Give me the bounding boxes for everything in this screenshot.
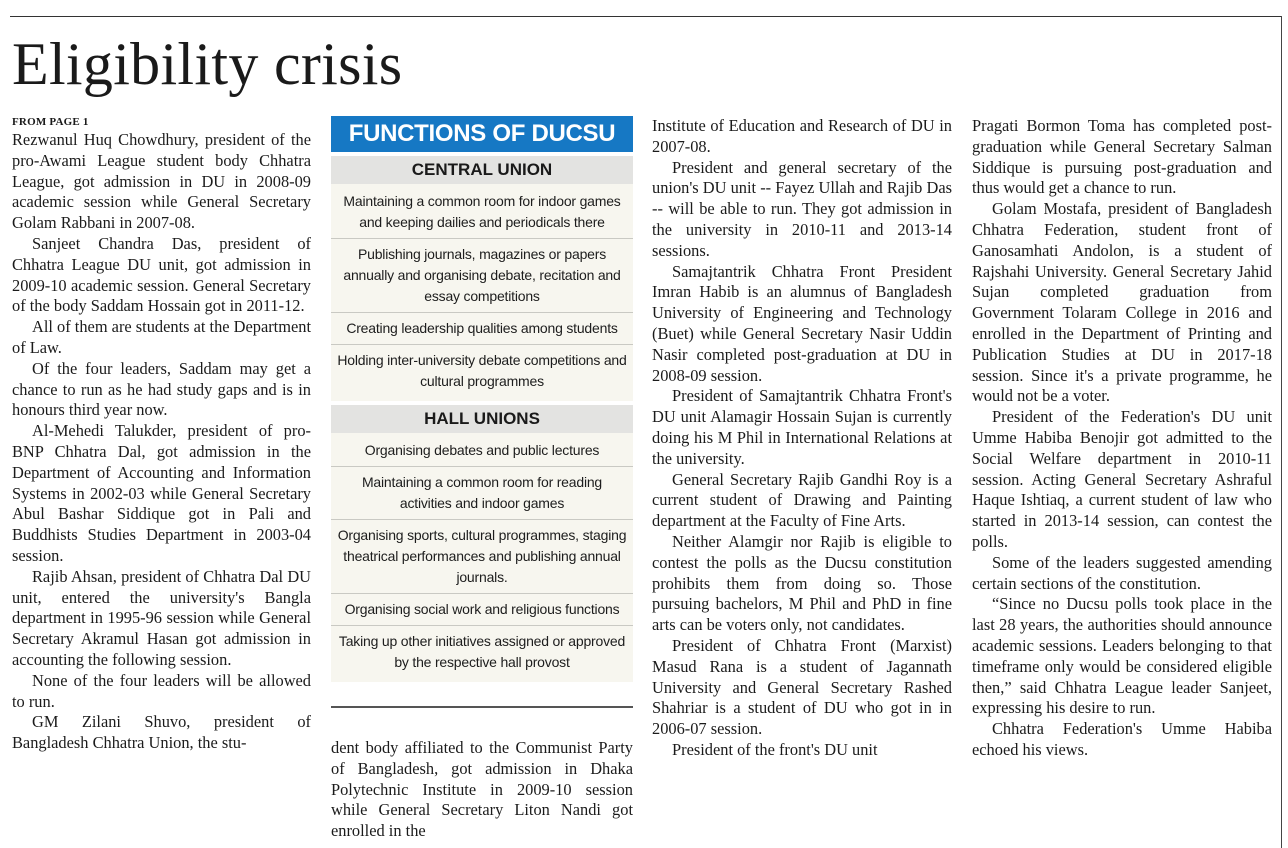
box-bottom-rule: [331, 706, 633, 708]
hall-unions-list: [331, 433, 633, 682]
headline: Eligibility crisis: [12, 31, 403, 97]
article-column-1: [12, 116, 311, 754]
kicker: FROM PAGE 1: [12, 116, 89, 128]
paragraph: Neither Alamgir nor Rajib is eligible to contest the polls as the Ducsu constitution prohibits them from doing so. Those pursuing bachelors, M Phil and PhD in fine arts can be voters only, not candidates.: [652, 531, 952, 635]
paragraph: Some of the leaders suggested amending certain sections of the constitution.: [972, 552, 1272, 593]
paragraph: dent body affiliated to the Communist Party of Bangladesh, got admission in Dhaka Polytechnic Institute in 2009-10 session while General Secretary Liton Nandi got enrolled in the: [331, 738, 633, 841]
paragraph: President of the front's DU unit: [672, 739, 878, 759]
list-item: Creating leadership qualities among students: [331, 313, 633, 345]
central-union-heading: CENTRAL UNION: [331, 156, 633, 184]
central-union-list: [331, 184, 633, 401]
paragraph: Al-Mehedi Talukder, president of pro-BNP Chhatra Dal, got admission in the Department of Accounting and Information Systems in 2002-03 while General Secretary Abul Bashar Siddique got in Pali and Buddhists Studies Department in 2003-04 session.: [12, 421, 311, 565]
paragraph: General Secretary Rajib Gandhi Roy is a current student of Drawing and Painting department at the Faculty of Fine Arts.: [652, 469, 952, 531]
list-item: Taking up other initiatives assigned or approved by the respective hall provost: [338, 633, 626, 670]
paragraph: Sanjeet Chandra Das, president of Chhatra League DU unit, got admission in 2009-10 academic session. General Secretary of the body Saddam Hossain got in 2011-12.: [12, 233, 311, 316]
column-rule: [1281, 16, 1282, 848]
list-item: Organising sports, cultural programmes, staging theatrical performances and publishing annual journals.: [331, 520, 633, 594]
paragraph: Samajtantrik Chhatra Front President Imran Habib is an alumnus of Bangladesh University of Engineering and Technology (Buet) while General Secretary Nasir Uddin Nasir completed post-graduation at DU in 2008-09 session.: [652, 261, 952, 385]
paragraph: President and general secretary of the union's DU unit -- Fayez Ullah and Rajib Das -- will be able to run. They got admission in the university in 2010-11 and 2013-14 sessions.: [652, 157, 952, 260]
paragraph: Golam Mostafa, president of Bangladesh Chhatra Federation, student front of Ganosamhati Andolon, is a student of Rajshahi University. General Secretary Jahid Sujan completed graduation from Government Tolaram College in 2016 and enrolled in the Department of Printing and Publication Studies at DU in 2017-18 session. Since it's a private programme, he would not be a voter.: [972, 199, 1272, 406]
list-item: Publishing journals, magazines or papers annually and organising debate, recitation and essay competitions: [331, 239, 633, 313]
paragraph: President of Chhatra Front (Marxist) Masud Rana is a student of Jagannath University and General Secretary Rashed Shahriar is a student of DU who got in in 2006-07 session.: [652, 635, 952, 739]
top-rule: [10, 16, 1282, 17]
paragraph: President of Samajtantrik Chhatra Front's DU unit Alamagir Hossain Sujan is currently doing his M Phil in International Relations at the university.: [652, 386, 952, 468]
paragraph: Rajib Ahsan, president of Chhatra Dal DU unit, entered the university's Bangla department in 1995-96 session while General Secretary Akramul Hasan got admission in accounting the following session.: [12, 566, 311, 669]
list-item: Organising social work and religious functions: [331, 594, 633, 626]
paragraph: None of the four leaders will be allowed to run.: [12, 670, 311, 711]
list-item: Maintaining a common room for reading activities and indoor games: [331, 467, 633, 520]
article-column-2: [331, 738, 633, 842]
list-item: Organising debates and public lectures: [331, 435, 633, 467]
paragraph: Rezwanul Huq Chowdhury, president of the pro-Awami League student body Chhatra League, got admission in DU in 2008-09 academic session while General Secretary Golam Rabbani in 2007-08.: [12, 130, 311, 233]
list-item: Maintaining a common room for indoor games and keeping dailies and periodicals there: [331, 186, 633, 239]
paragraph: GM Zilani Shuvo, president of Bangladesh Chhatra Union, the stu-: [12, 712, 311, 753]
functions-of-ducsu-box: [331, 116, 633, 708]
hall-unions-heading: HALL UNIONS: [331, 405, 633, 433]
paragraph: Chhatra Federation's Umme Habiba echoed his views.: [972, 719, 1272, 759]
paragraph: Institute of Education and Research of DU in 2007-08.: [652, 116, 952, 156]
article-column-4: [972, 116, 1272, 761]
paragraph: Pragati Bormon Toma has completed post-graduation while General Secretary Salman Siddique is pursuing post-graduation and thus would get a chance to run.: [972, 116, 1272, 198]
box-title: FUNCTIONS OF DUCSU: [331, 116, 633, 152]
article-column-3: [652, 116, 952, 761]
paragraph: Of the four leaders, Saddam may get a chance to run as he had study gaps and is in honours third year now.: [12, 358, 311, 420]
paragraph: “Since no Ducsu polls took place in the last 28 years, the authorities should announce academic sessions. Leaders belonging to that timeframe only would be considered eligible then,” said Chhatra League leader Sanjeet, expressing his desire to run.: [972, 594, 1272, 718]
list-item: Holding inter-university debate competitions and cultural programmes: [337, 352, 627, 389]
paragraph: All of them are students at the Department of Law.: [12, 317, 312, 357]
paragraph: President of the Federation's DU unit Umme Habiba Benojir got admitted to the Social Welfare department in 2010-11 session. Acting General Secretary Ashraful Haque Ishtiaq, a current student of law who started in 2013-14 session, can contest the polls.: [972, 407, 1272, 551]
